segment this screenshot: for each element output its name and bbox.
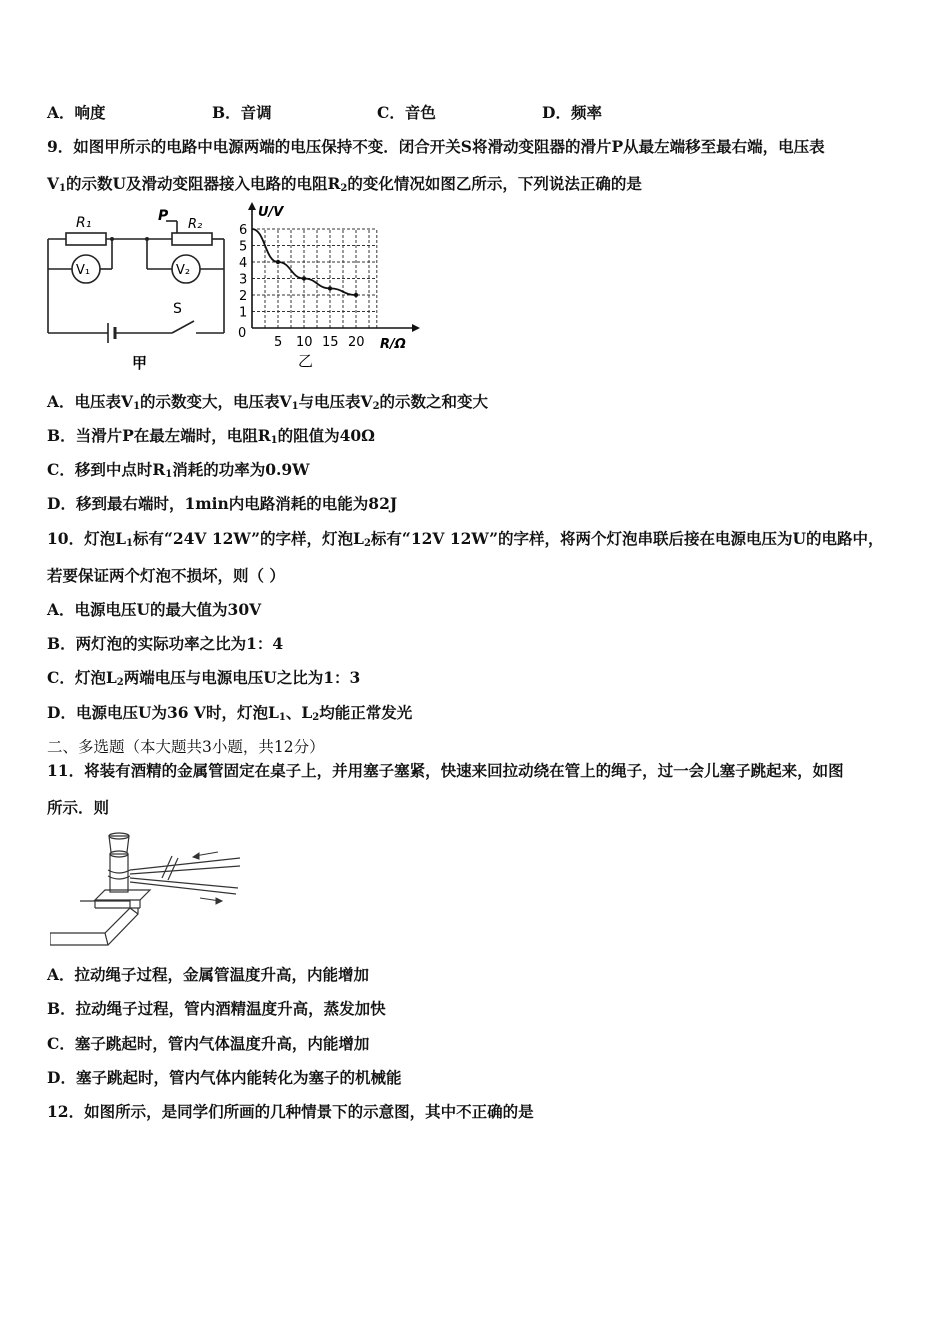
y-tick-label: 5	[239, 239, 248, 255]
y-tick-label: 3	[239, 272, 248, 288]
p-label: P	[158, 208, 169, 224]
q9-stem-line1: 9．如图甲所示的电路中电源两端的电压保持不变．闭合开关S将滑动变阻器的滑片P从最左端移至最右端，电压表	[47, 137, 825, 156]
y-tick-label: 1	[239, 305, 248, 321]
q9-graph-figure	[234, 200, 424, 379]
figure-jia-caption: 甲	[132, 354, 148, 372]
y-axis-label: U/V	[258, 205, 284, 220]
y-tick-label: 6	[239, 223, 248, 238]
q11-option-a: A．拉动绳子过程，金属管温度升高，内能增加	[47, 965, 370, 984]
r1-label: R₁	[76, 215, 92, 231]
q9-stem-line2: $V_1$的示数U及滑动变阻器接入电路的电阻$R_2$的变化情况如图乙所示，下列说法正确的是	[47, 174, 642, 194]
q11-option-c: C．塞子跳起时，管内气体温度升高，内能增加	[47, 1034, 370, 1053]
x-tick-label: 15	[322, 335, 339, 350]
section-2-heading: 二、多选题（本大题共3小题，共12分）	[47, 738, 325, 756]
r1-resistor-icon	[66, 233, 106, 245]
x-tick-label: 10	[296, 335, 313, 350]
q9-option-a: A．电压表$V_1$的示数变大，电压表$V_1$与电压表$V_2$的示数之和变大	[47, 392, 489, 412]
q8-option-c: C．音色	[377, 103, 436, 122]
x-tick-label: 5	[274, 335, 283, 350]
r2-rheostat-icon	[172, 233, 212, 245]
q10-option-c: C．灯泡$L_2$两端电压与电源电压U之比为1：3	[47, 668, 361, 688]
q8-option-a: A．响度	[47, 103, 106, 122]
q11-option-d: D．塞子跳起时，管内气体内能转化为塞子的机械能	[47, 1068, 402, 1087]
q9-option-c: C．移到中点时$R_1$消耗的功率为0.9W	[47, 460, 310, 480]
q9-option-d: D．移到最右端时，1min内电路消耗的电能为82J	[47, 494, 398, 513]
q12-stem: 12．如图所示，是同学们所画的几种情景下的示意图，其中不正确的是	[47, 1102, 534, 1121]
s-label: S	[173, 301, 182, 317]
data-point	[354, 293, 358, 297]
y-tick-label: 4	[239, 256, 248, 271]
q11-option-b: B．拉动绳子过程，管内酒精温度升高，蒸发加快	[47, 999, 386, 1018]
q11-tube-figure	[50, 828, 250, 954]
q8-option-b: B．音调	[212, 103, 272, 122]
q10-option-b: B．两灯泡的实际功率之比为1：4	[47, 634, 284, 653]
q11-stem-line2: 所示．则	[47, 798, 110, 817]
origin-label: 0	[238, 326, 247, 341]
v2-label: V₂	[176, 263, 191, 278]
v1-label: V₁	[76, 263, 91, 278]
data-point	[302, 276, 306, 280]
y-tick-label: 2	[239, 289, 248, 304]
q11-stem-line1: 11．将装有酒精的金属管固定在桌子上，并用塞子塞紧，快速来回拉动绕在管上的绳子，过一会儿塞子跳起来，如图	[47, 761, 844, 780]
x-tick-label: 20	[348, 335, 365, 350]
q10-option-a: A．电源电压U的最大值为30V	[47, 600, 262, 619]
q10-stem-line2: 若要保证两个灯泡不损坏，则（ ）	[47, 566, 285, 585]
r2-label: R₂	[188, 217, 203, 232]
data-point	[328, 286, 332, 290]
figure-yi-caption: 乙	[298, 352, 314, 370]
q8-option-d: D．频率	[542, 103, 602, 122]
q9-option-b: B．当滑片P在最左端时，电阻$R_1$的阻值为40Ω	[47, 426, 375, 446]
q9-circuit-figure	[44, 203, 234, 377]
q10-option-d: D．电源电压U为36 V时，灯泡$L_1$、$L_2$均能正常发光	[47, 703, 413, 723]
x-axis-label: R/Ω	[380, 337, 406, 352]
switch-icon	[172, 321, 194, 333]
q10-stem-line1: 10．灯泡$L_1$标有“24V 12W”的字样，灯泡$L_2$标有“12V 12W”的字样，将两个灯泡串联后接在电源电压为U的电路中，	[47, 529, 884, 549]
data-point	[276, 260, 280, 264]
